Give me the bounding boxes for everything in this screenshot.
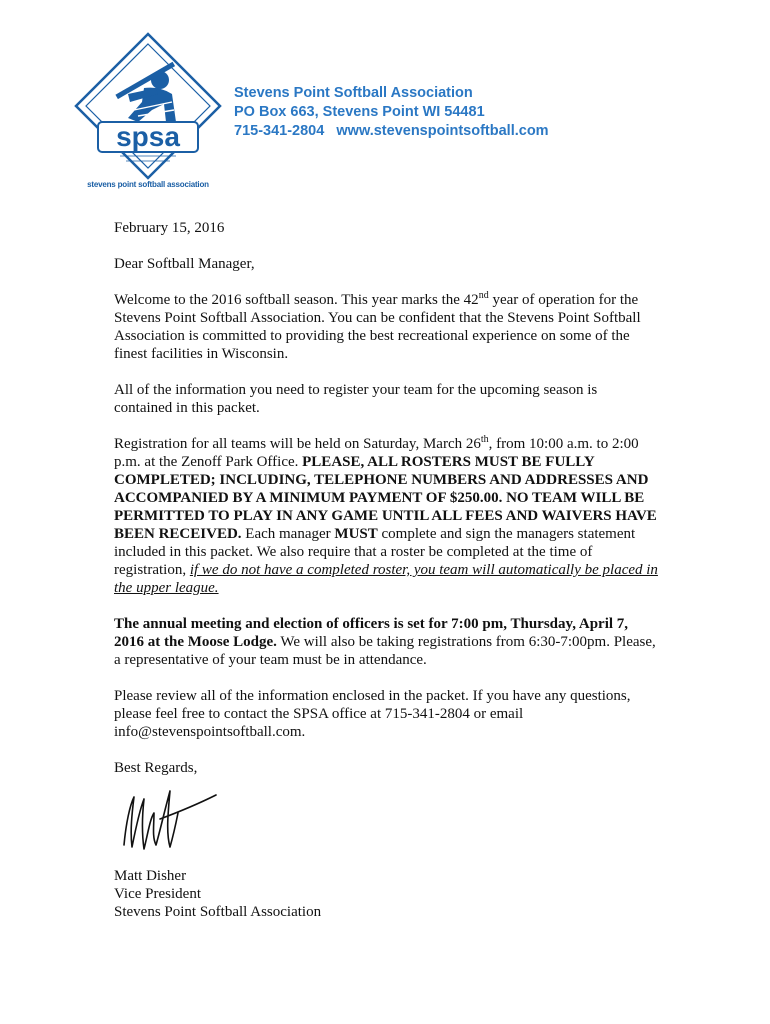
letter-salutation: Dear Softball Manager, xyxy=(114,256,255,272)
org-contact xyxy=(234,122,549,141)
spsa-logo xyxy=(68,30,228,200)
roster-warning: if we do not have a completed roster, you team will automatically be placed in the upper league. xyxy=(114,562,658,596)
meeting-details: The annual meeting and election of officers is set for 7:00 pm, Thursday, April 7, 2016 at the Moose Lodge. xyxy=(114,616,629,650)
roster-requirements: PLEASE, ALL ROSTERS MUST BE FULLY COMPLETED; INCLUDING, TELEPHONE NUMBERS AND ADDRESSES AND ACCOMPANIED BY A MINIMUM PAYMENT OF $250.00. NO TEAM WILL BE PERMITTED TO PLAY IN ANY GAME UNTIL ALL FEES AND WAIVERS HAVE BEEN RECEIVED. xyxy=(114,454,657,542)
org-header xyxy=(234,84,549,141)
org-name: Stevens Point Softball Association xyxy=(234,85,473,101)
signature-scribble xyxy=(116,783,226,863)
org-website[interactable]: www.stevenspointsoftball.com xyxy=(336,123,549,139)
paragraph-contact: Please review all of the information enclosed in the packet. If you have any questions, please feel free to contact the SPSA office at 715-341-2804 or email info@stevenspointsoftball.com. xyxy=(114,688,631,740)
logo-mark-text: spsa xyxy=(116,121,180,152)
org-address: PO Box 663, Stevens Point WI 54481 xyxy=(234,104,485,120)
paragraph-meeting: The annual meeting and election of officers is set for 7:00 pm, Thursday, April 7, 2016 at the Moose Lodge. We will also be taking registrations from 6:30-7:00pm. Please, a representative of your team must be in attendance. xyxy=(114,616,656,668)
logo-caption: stevens point softball association xyxy=(87,180,209,189)
paragraph-registration: Registration for all teams will be held on Saturday, March 26th, from 10:00 a.m. to 2:00 p.m. at the Zenoff Park Office. PLEASE, ALL ROSTERS MUST BE FULLY COMPLETED; INCLUDING, TELEPHONE NUMBERS AND ADDRESSES AND ACCOMPANIED BY A MINIMUM PAYMENT OF $250.00. NO TEAM WILL BE PERMITTED TO PLAY IN ANY GAME UNTIL ALL FEES AND WAIVERS HAVE BEEN RECEIVED. Each manager MUST complete and sign the managers statement included in this packet. We also require that a roster be completed at the time of registration, if we do not have a completed roster, you team will automatically be placed in the upper league. xyxy=(114,434,658,596)
batter-icon xyxy=(115,62,176,122)
org-phone: 715-341-2804 xyxy=(234,123,325,139)
letter-date: February 15, 2016 xyxy=(114,220,225,236)
signature xyxy=(114,785,659,867)
paragraph-info: All of the information you need to register your team for the upcoming season is contained in this packet. xyxy=(114,382,598,416)
letter-closing: Best Regards, xyxy=(114,760,198,776)
paragraph-welcome: Welcome to the 2016 softball season. This year marks the 42nd year of operation for the Stevens Point Softball Association. You can be confident that the Stevens Point Softball Association is committed to providing the best recreational experience on some of the finest facilities in Wisconsin. xyxy=(114,290,641,362)
signer-name: Matt Disher xyxy=(114,868,187,884)
signer-org: Stevens Point Softball Association xyxy=(114,904,322,920)
letter-body xyxy=(114,219,659,921)
signer-title: Vice President xyxy=(114,886,201,902)
spsa-logo-mark xyxy=(68,30,228,180)
